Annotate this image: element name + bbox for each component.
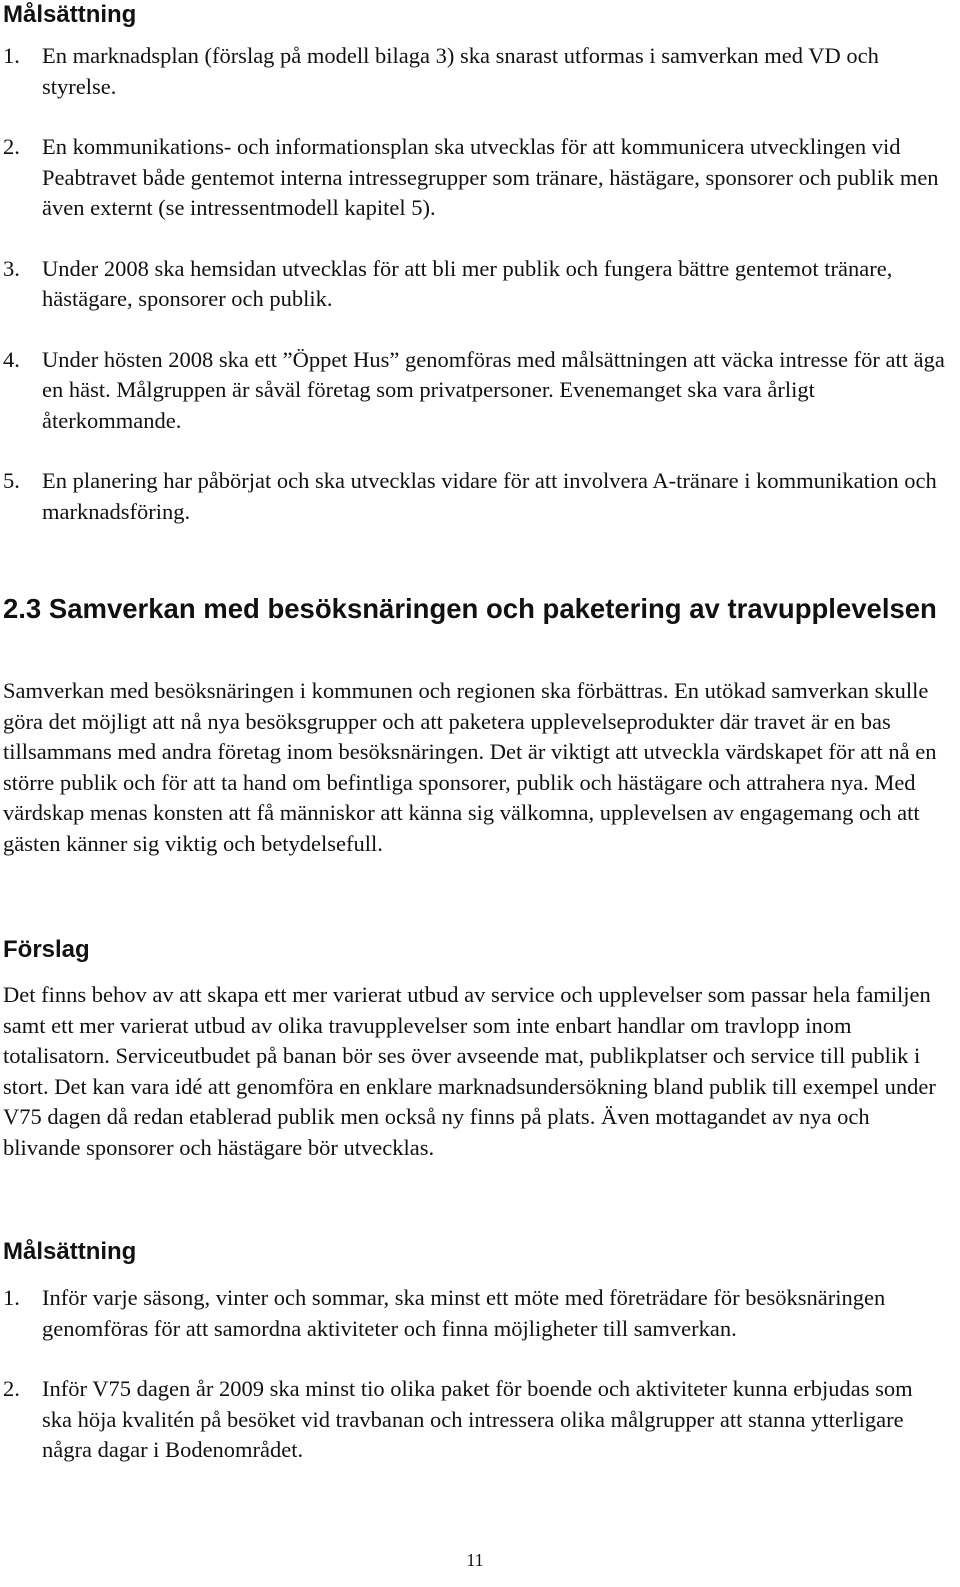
forslag-body: Det finns behov av att skapa ett mer varierat utbud av service och upplevelser som passar hela familjen samt ett mer varierat utbud av olika travupplevelser som inte enbart handlar om travlopp inom totalisatorn. Serviceutbudet på banan bör ses över avseende mat, publikplatser och service till publik i stort. Det kan vara idé att genomföra en enklare marknadsundersökning bland publik till exempel under V75 dagen då redan etablerad publik men också ny finns på plats. Även mottagandet av nya och blivande sponsorer och hästägare bör utvecklas. bbox=[3, 982, 936, 1160]
section-heading-2-3: 2.3 Samverkan med besöksnäringen och paketering av travupplevelsen bbox=[3, 593, 937, 624]
list-item bbox=[3, 254, 947, 315]
list-item bbox=[3, 132, 947, 224]
section-2-3-body: Samverkan med besöksnäringen i kommunen och regionen ska förbättras. En utökad samverkan skulle göra det möjligt att nå nya besöksgrupper och att paketera upplevelseprodukter där travet är en bas tillsammans med andra företag inom besöksnäringen. Det är viktigt att utveckla värdskapet för att nå en större publik och för att ta hand om befintliga sponsorer, publik och hästägare och attrahera nya. Med värdskap menas konsten att få människor att känna sig välkomna, upplevelsen av engagemang och att gästen känner sig viktig och betydelsefull. bbox=[3, 678, 937, 856]
goals-list-1 bbox=[3, 41, 947, 527]
goals-list-2 bbox=[3, 1283, 947, 1466]
list-item-text: Under hösten 2008 ska ett ”Öppet Hus” genomföras med målsättningen att väcka intresse för att äga en häst. Målgruppen är såväl företag som privatpersoner. Evenemanget ska vara årligt återkommande. bbox=[42, 346, 945, 433]
heading-malsattning-2: Målsättning bbox=[3, 1238, 137, 1265]
list-item-number: 4. bbox=[3, 346, 20, 372]
list-item-number: 1. bbox=[3, 1285, 20, 1310]
list-item-text: En planering har påbörjat och ska utvecklas vidare för att involvera A-tränare i kommunikation och marknadsföring. bbox=[42, 468, 937, 524]
page-number: 11 bbox=[466, 1550, 484, 1570]
list-item bbox=[3, 345, 947, 437]
list-item-text: Under 2008 ska hemsidan utvecklas för att bli mer publik och fungera bättre gentemot tränare, hästägare, sponsorer och publik. bbox=[42, 255, 893, 311]
list-item-text: En kommunikations- och informationsplan ska utvecklas för att kommunicera utvecklingen vid Peabtravet både gentemot interna intressegrupper som tränare, hästägare, sponsorer och publik men även externt (se intressentmodell kapitel 5). bbox=[42, 134, 939, 220]
list-item-number: 2. bbox=[3, 134, 20, 159]
list-item bbox=[3, 466, 947, 527]
list-item-text: Inför varje säsong, vinter och sommar, ska minst ett möte med företrädare för besöksnäringen genomföras för att samordna aktiviteter och finna möjligheter till samverkan. bbox=[42, 1285, 886, 1341]
heading-malsattning-1: Målsättning bbox=[3, 1, 137, 28]
list-item-number: 2. bbox=[3, 1376, 20, 1401]
list-item-number: 5. bbox=[3, 468, 20, 493]
list-item-number: 1. bbox=[3, 43, 20, 68]
list-item bbox=[3, 1374, 947, 1466]
list-item bbox=[3, 1283, 947, 1344]
heading-forslag: Förslag bbox=[3, 936, 90, 963]
list-item-text: En marknadsplan (förslag på modell bilaga 3) ska snarast utformas i samverkan med VD och styrelse. bbox=[42, 43, 879, 99]
list-item-text: Inför V75 dagen år 2009 ska minst tio olika paket för boende och aktiviteter kunna erbjudas som ska höja kvalitén på besöket vid travbanan och intressera olika målgrupper att stanna ytterligare några dagar i Bodenområdet. bbox=[42, 1376, 913, 1462]
list-item-number: 3. bbox=[3, 255, 20, 281]
list-item bbox=[3, 41, 947, 102]
